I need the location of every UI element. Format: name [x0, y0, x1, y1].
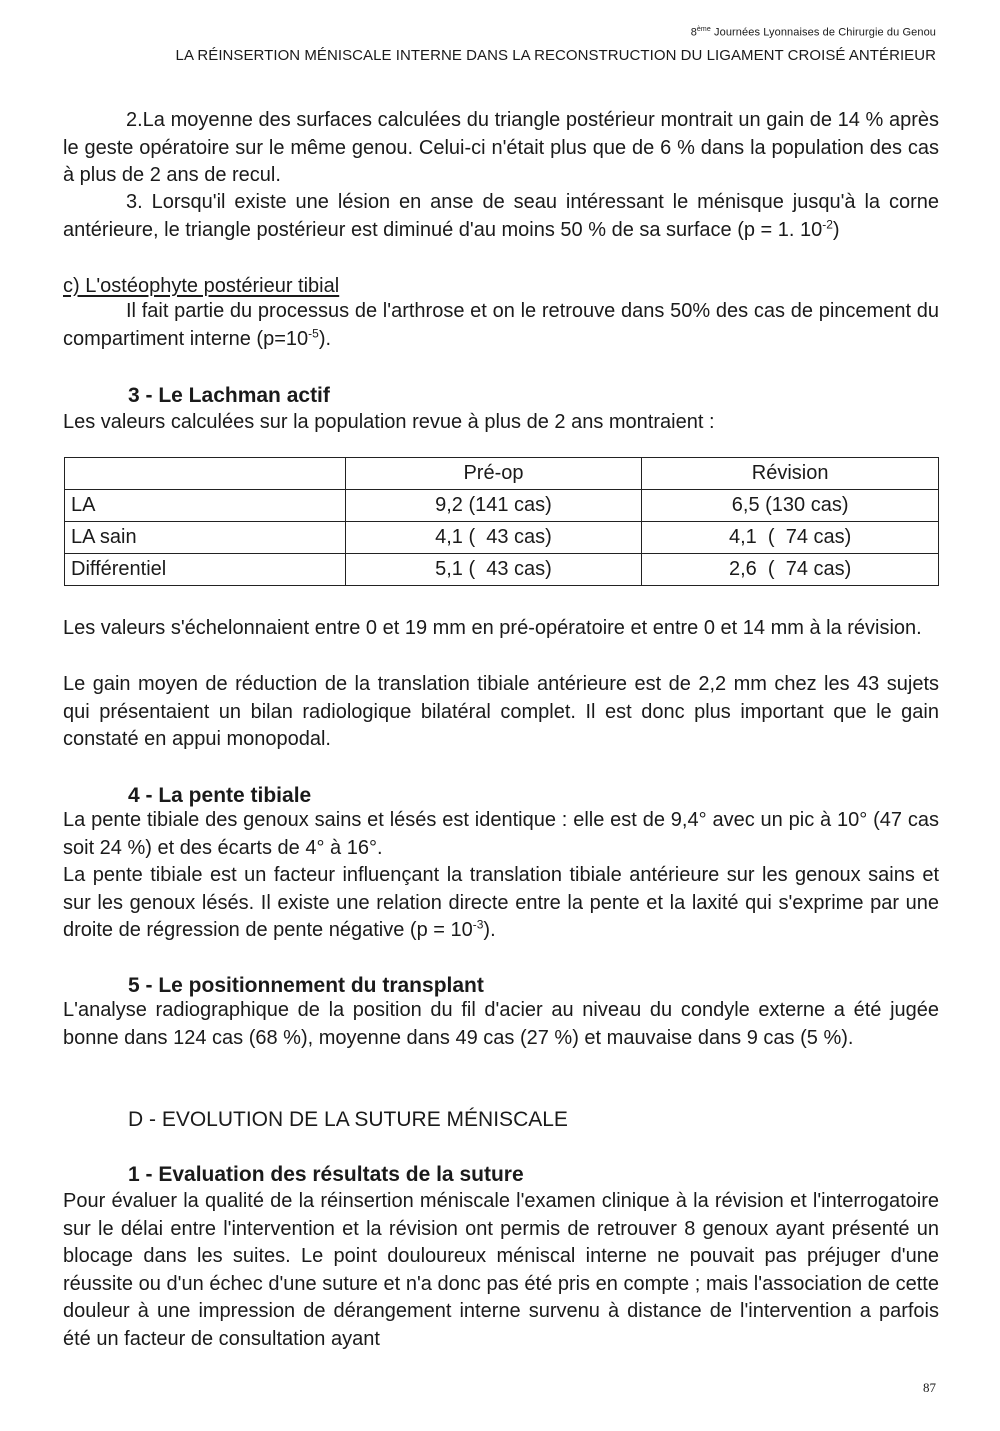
paragraph-point-3-text: 3. Lorsqu'il existe une lésion en anse de seau intéressant le ménisque jusqu'à la corne antérieure, le triangle postérieur est diminué d'au moins 50 % de sa surface (p = 1. 10 — [63, 191, 939, 241]
paragraph-point-3-tail: ) — [832, 218, 840, 241]
heading-positionnement-transplant: 5 - Le positionnement du transplant — [128, 974, 484, 997]
table-row-label: LA sain — [65, 522, 346, 554]
table-cell: 6,5 (130 cas) — [642, 490, 939, 522]
running-header-title: LA RÉINSERTION MÉNISCALE INTERNE DANS LA RECONSTRUCTION DU LIGAMENT CROISÉ ANTÉRIEUR — [175, 47, 936, 64]
paragraph-osteophyte — [63, 298, 939, 353]
lachman-table — [64, 457, 939, 586]
table-cell: 4,1 ( 74 cas) — [642, 522, 939, 554]
heading-evaluation-resultats: 1 - Evaluation des résultats de la suture — [128, 1163, 524, 1186]
paragraph-lachman-intro: Les valeurs calculées sur la population revue à plus de 2 ans montraient : — [63, 411, 715, 433]
paragraph-evaluation: Pour évaluer la qualité de la réinsertion méniscale l'examen clinique à la révision et l'interrogatoire sur le délai entre l'intervention et la révision ont permis de retrouver 8 genoux ayant présenté un blocage dans les suites. Le point douloureux méniscal interne ne pouvait pas préjuger d'une réussite ou d'un échec d'une suture et n'a donc pas été pris en compte ; mais l'association de cette douleur à une impression de dérangement interne survenu à distance de l'intervention a parfois été un facteur de consultation ayant — [63, 1190, 939, 1350]
table-cell: 9,2 (141 cas) — [345, 490, 642, 522]
event-name: Journées Lyonnaises de Chirurgie du Genou — [714, 26, 936, 39]
table-header-cell: Révision — [642, 458, 939, 490]
table-row — [65, 554, 939, 586]
paragraph-transplant: L'analyse radiographique de la position du fil d'acier au niveau du condyle externe a été jugée bonne dans 124 cas (68 %), moyenne dans 49 cas (27 %) et mauvaise dans 9 cas (5 %). — [63, 999, 939, 1049]
table-header-row — [65, 458, 939, 490]
paragraph-pente-2-exponent: -3 — [472, 917, 484, 932]
paragraph-pente-2 — [63, 862, 939, 945]
table-header-cell — [65, 458, 346, 490]
paragraph-osteophyte-exponent: -5 — [308, 325, 319, 340]
table-cell: 5,1 ( 43 cas) — [345, 554, 642, 586]
table-row-label: Différentiel — [65, 554, 346, 586]
paragraph-pente-1: La pente tibiale des genoux sains et lésés est identique : elle est de 9,4° avec un pic à 10° (47 cas soit 24 %) et des écarts de 4° à 16°. — [63, 809, 939, 859]
heading-pente-tibiale: 4 - La pente tibiale — [128, 784, 312, 807]
paragraph-point-3-exponent: -2 — [822, 216, 833, 231]
paragraph-point-3 — [63, 189, 939, 244]
table-row — [65, 522, 939, 554]
paragraph-lachman-gain: Le gain moyen de réduction de la translation tibiale antérieure est de 2,2 mm chez les 43 sujets qui présentaient un bilan radiologique bilatéral complet. Il est donc plus important que le gain constaté en appui monopodal. — [63, 673, 939, 750]
subheading-osteophyte: c) L'ostéophyte postérieur tibial — [63, 275, 340, 297]
event-ordinal: 8 — [690, 26, 697, 39]
paragraph-pente-2-tail: ). — [483, 919, 496, 941]
paragraph-osteophyte-text: Il fait partie du processus de l'arthrose et on le retrouve dans 50% des cas de pincement du compartiment interne (p=10 — [63, 300, 939, 350]
table-cell: 4,1 ( 43 cas) — [345, 522, 642, 554]
event-ordinal-suffix: ème — [696, 26, 711, 33]
paragraph-point-2: 2.La moyenne des surfaces calculées du triangle postérieur montrait un gain de 14 % après le geste opératoire sur le même genou. Celui-ci n'était plus que de 6 % dans la population des cas à plus de 2 ans de recul. — [63, 109, 939, 186]
paragraph-osteophyte-tail: ). — [318, 327, 332, 350]
paragraph-lachman-range: Les valeurs s'échelonnaient entre 0 et 19 mm en pré-opératoire et entre 0 et 14 mm à la révision. — [63, 617, 922, 639]
table-row — [65, 490, 939, 522]
heading-evolution-suture: D - EVOLUTION DE LA SUTURE MÉNISCALE — [128, 1108, 568, 1131]
table-cell: 2,6 ( 74 cas) — [642, 554, 939, 586]
table-header-cell: Pré-op — [345, 458, 642, 490]
running-header-event — [691, 26, 936, 39]
paragraph-pente-2-text: La pente tibiale est un facteur influençant la translation tibiale antérieure sur les genoux sains et sur les genoux lésés. Il existe une relation directe entre la pente et la laxité qui s'exprime par une droite de régression de pente négative (p = 10 — [63, 864, 939, 941]
page-number: 87 — [923, 1380, 936, 1395]
table-row-label: LA — [65, 490, 346, 522]
heading-lachman-actif: 3 - Le Lachman actif — [128, 384, 330, 407]
